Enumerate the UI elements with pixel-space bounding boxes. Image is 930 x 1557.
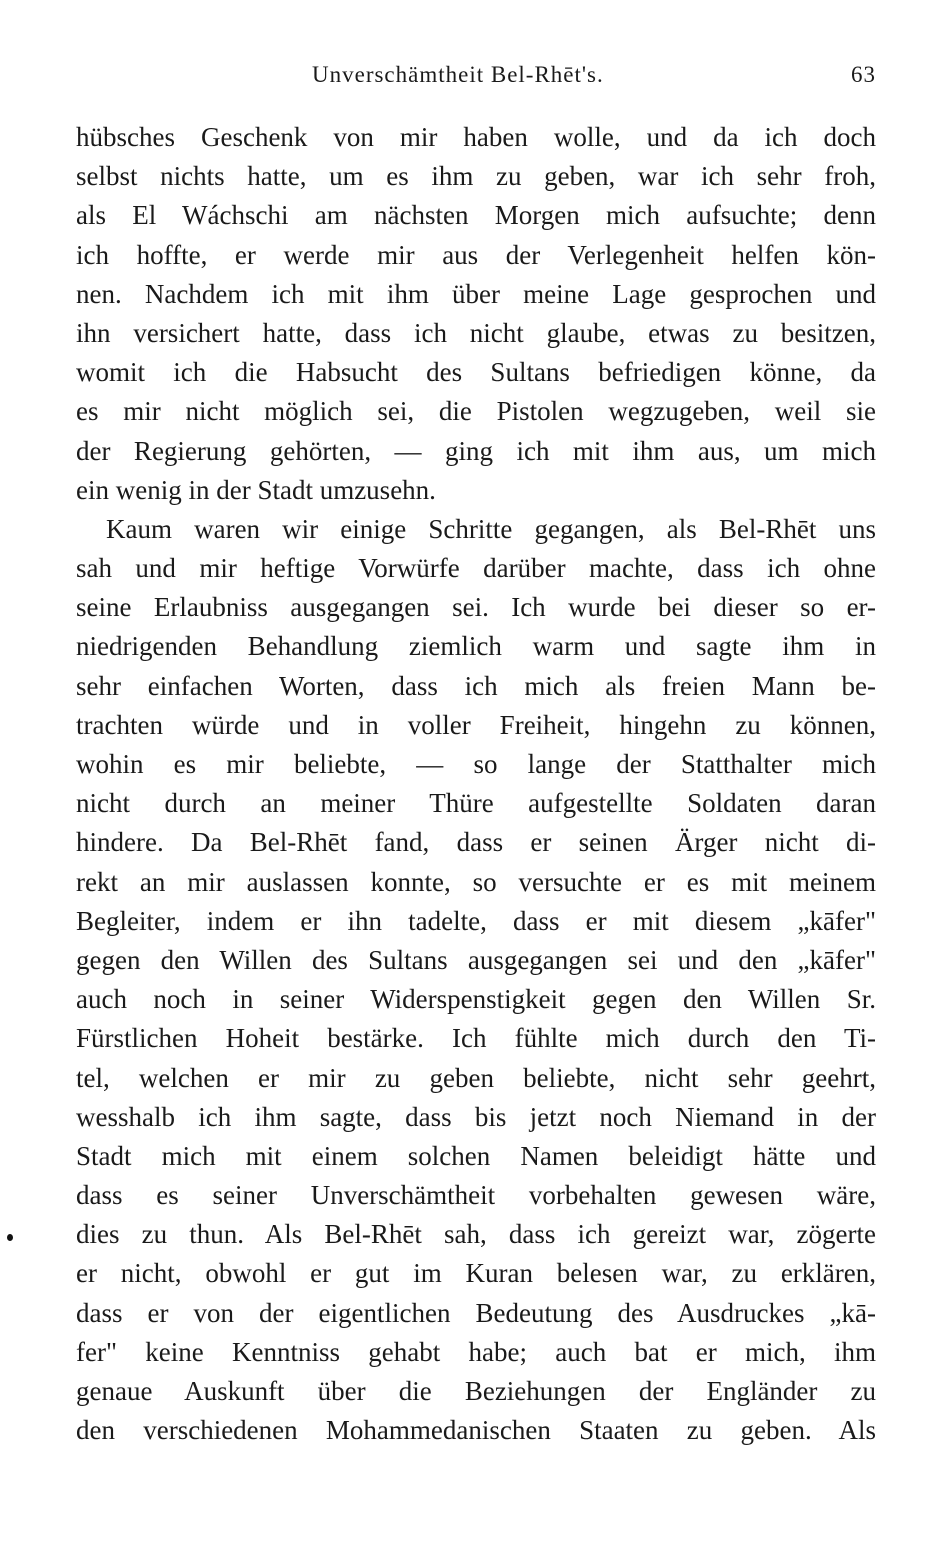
text-line: selbst nichts hatte, um es ihm zu geben, war ich sehr froh, xyxy=(76,161,876,192)
page-number: 63 xyxy=(851,62,876,87)
text-line: gegen den Willen des Sultans ausgegangen sei und den „kāfer" xyxy=(76,944,876,975)
text-line: wohin es mir beliebte, — so lange der Statthalter mich xyxy=(76,749,876,779)
running-head xyxy=(76,62,876,96)
text-line: niedrigenden Behandlung ziemlich warm und sagte ihm in xyxy=(76,631,876,662)
text-line: Stadt mich mit einem solchen Namen beleidigt hätte und xyxy=(76,1140,876,1171)
text-line: sah und mir heftige Vorwürfe darüber machte, dass ich ohne xyxy=(76,553,876,584)
text-line: ich hoffte, er werde mir aus der Verlegenheit helfen kön- xyxy=(76,239,876,270)
text-line: nen. Nachdem ich mit ihm über meine Lage gesprochen und xyxy=(76,278,876,309)
text-line: Kaum waren wir einige Schritte gegangen, als Bel-Rhēt uns xyxy=(106,513,876,544)
text-line: tel, welchen er mir zu geben beliebte, nicht sehr geehrt, xyxy=(76,1062,876,1093)
margin-ink-speck xyxy=(7,1234,13,1241)
text-line: ihn versichert hatte, dass ich nicht glaube, etwas zu besitzen, xyxy=(76,317,876,348)
text-line: fer" keine Kenntniss gehabt habe; auch bat er mich, ihm xyxy=(76,1336,876,1367)
text-line: auch noch in seiner Widerspenstigkeit gegen den Willen Sr. xyxy=(76,984,876,1015)
text-line: hübsches Geschenk von mir haben wolle, und da ich doch xyxy=(76,122,876,152)
text-line: sehr einfachen Worten, dass ich mich als freien Mann be- xyxy=(76,670,876,701)
text-line: der Regierung gehörten, — ging ich mit ihm aus, um mich xyxy=(76,435,876,466)
text-line: es mir nicht möglich sei, die Pistolen wegzugeben, weil sie xyxy=(76,396,876,427)
text-line: Fürstlichen Hoheit bestärke. Ich fühlte mich durch den Ti- xyxy=(76,1023,876,1054)
body-text xyxy=(76,118,876,1450)
text-line: nicht durch an meiner Thüre aufgestellte Soldaten daran xyxy=(76,788,876,819)
text-line: als El Wáchschi am nächsten Morgen mich aufsuchte; denn xyxy=(76,200,876,231)
running-title: Unverschämtheit Bel-Rhēt's. xyxy=(312,62,604,87)
text-line: er nicht, obwohl er gut im Kuran belesen war, zu erklären, xyxy=(76,1258,876,1289)
text-line: seine Erlaubniss ausgegangen sei. Ich wurde bei dieser so er- xyxy=(76,592,876,623)
text-line: dass er von der eigentlichen Bedeutung des Ausdruckes „kā- xyxy=(76,1297,876,1328)
text-line: rekt an mir auslassen konnte, so versuchte er es mit meinem xyxy=(76,866,876,897)
text-line: ein wenig in der Stadt umzusehn. xyxy=(76,474,436,505)
text-line: dies zu thun. Als Bel-Rhēt sah, dass ich gereizt war, zögerte xyxy=(76,1219,876,1250)
paragraph-2 xyxy=(76,510,876,1451)
text-line: trachten würde und in voller Freiheit, hingehn zu können, xyxy=(76,709,876,740)
text-line: womit ich die Habsucht des Sultans befriedigen könne, da xyxy=(76,357,876,388)
text-line: Begleiter, indem er ihn tadelte, dass er mit diesem „kāfer" xyxy=(76,905,876,936)
paragraph-1 xyxy=(76,118,876,510)
text-line: wesshalb ich ihm sagte, dass bis jetzt noch Niemand in der xyxy=(76,1101,876,1132)
text-line: dass es seiner Unverschämtheit vorbehalten gewesen wäre, xyxy=(76,1180,876,1211)
text-line: hindere. Da Bel-Rhēt fand, dass er seinen Ärger nicht di- xyxy=(76,827,876,858)
text-line: den verschiedenen Mohammedanischen Staaten zu geben. Als xyxy=(76,1415,876,1446)
text-line: genaue Auskunft über die Beziehungen der Engländer zu xyxy=(76,1376,876,1406)
